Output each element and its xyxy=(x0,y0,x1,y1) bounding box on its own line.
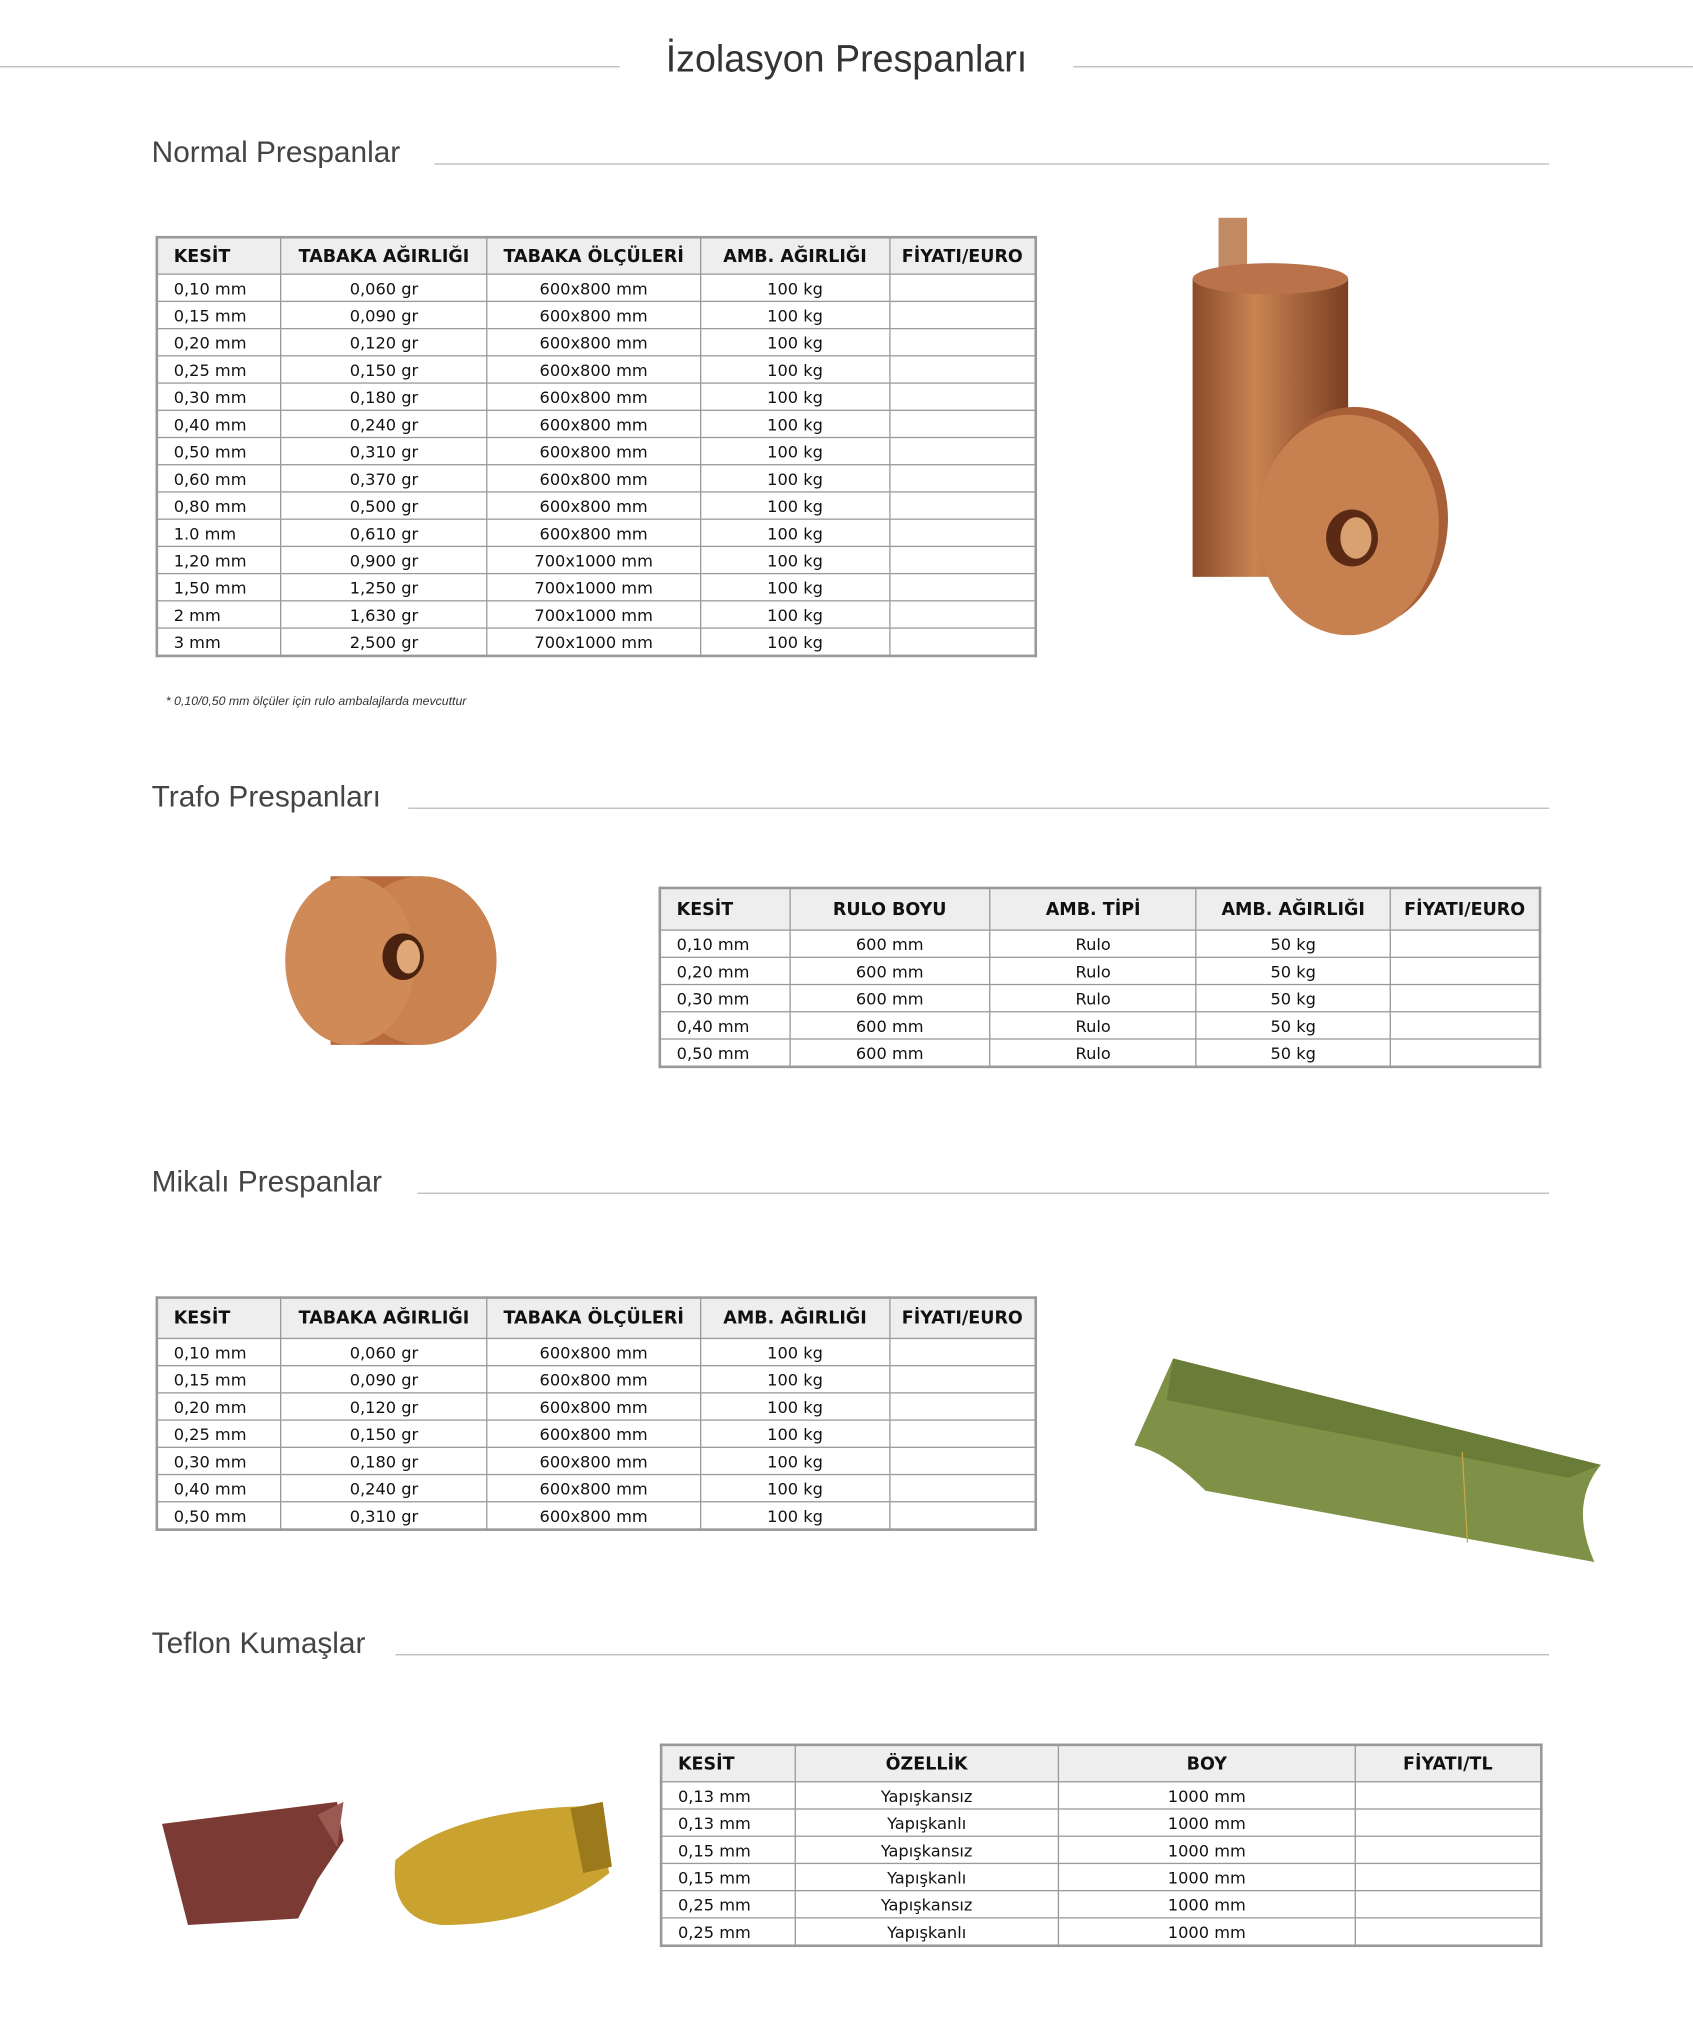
table-cell: 1000 mm xyxy=(1059,1891,1355,1918)
table-cell: 0,15 mm xyxy=(157,301,281,328)
table-row xyxy=(661,1836,1541,1863)
table-cell xyxy=(890,1393,1036,1420)
table-row xyxy=(157,1420,1036,1447)
table-cell: Rulo xyxy=(990,1012,1197,1039)
table-cell: 0,13 mm xyxy=(661,1809,795,1836)
column-header: RULO BOYU xyxy=(790,888,990,930)
column-header: ÖZELLİK xyxy=(795,1745,1059,1782)
column-header: AMB. TİPİ xyxy=(990,888,1197,930)
table-row xyxy=(157,410,1036,437)
table-cell: 100 kg xyxy=(701,410,890,437)
table-cell xyxy=(1355,1782,1541,1809)
table-row xyxy=(157,492,1036,519)
column-header: TABAKA AĞIRLIĞI xyxy=(281,1298,487,1339)
table-cell: 100 kg xyxy=(701,601,890,628)
table-cell: 50 kg xyxy=(1196,1012,1390,1039)
table-row xyxy=(157,1366,1036,1393)
table-cell: 100 kg xyxy=(701,1447,890,1474)
table-cell: 3 mm xyxy=(157,628,281,656)
table-row xyxy=(157,546,1036,573)
table-cell: 50 kg xyxy=(1196,985,1390,1012)
prespan-rolls-image xyxy=(1173,207,1458,648)
column-header: BOY xyxy=(1059,1745,1355,1782)
table-cell: 100 kg xyxy=(701,628,890,656)
trafo-roll-image xyxy=(279,866,506,1054)
table-cell: 0,13 mm xyxy=(661,1782,795,1809)
table-cell: 0,150 gr xyxy=(281,356,487,383)
table-cell: 1,50 mm xyxy=(157,574,281,601)
table-header-row xyxy=(157,237,1036,274)
table-cell: 600x800 mm xyxy=(487,356,701,383)
table-row xyxy=(157,519,1036,546)
table-cell: 600x800 mm xyxy=(487,1475,701,1502)
column-header: KESİT xyxy=(157,237,281,274)
section-rule xyxy=(408,808,1549,809)
table-cell: 600 mm xyxy=(790,1039,990,1067)
column-header: TABAKA ÖLÇÜLERİ xyxy=(487,1298,701,1339)
column-header: FİYATI/EURO xyxy=(1390,888,1540,930)
table-row xyxy=(661,1891,1541,1918)
table-cell xyxy=(1390,957,1540,984)
table-row xyxy=(661,1918,1541,1946)
table-cell: 700x1000 mm xyxy=(487,601,701,628)
table-cell: 0,20 mm xyxy=(660,957,790,984)
table-cell: 0,15 mm xyxy=(157,1366,281,1393)
column-header: AMB. AĞIRLIĞI xyxy=(701,237,890,274)
table-cell: 0,80 mm xyxy=(157,492,281,519)
table-cell: Rulo xyxy=(990,985,1197,1012)
table-cell: 100 kg xyxy=(701,274,890,301)
table-cell xyxy=(890,356,1036,383)
table-cell: 700x1000 mm xyxy=(487,628,701,656)
table-cell: 600 mm xyxy=(790,985,990,1012)
table-cell: 600x800 mm xyxy=(487,410,701,437)
table-cell: 1,630 gr xyxy=(281,601,487,628)
table-cell: 0,370 gr xyxy=(281,465,487,492)
table-row xyxy=(157,438,1036,465)
table-header-row xyxy=(157,1298,1036,1339)
table-cell xyxy=(1355,1836,1541,1863)
table-cell xyxy=(1355,1918,1541,1946)
table-cell: 0,25 mm xyxy=(157,1420,281,1447)
table-cell: 0,060 gr xyxy=(281,274,487,301)
table-cell: 100 kg xyxy=(701,1393,890,1420)
table-cell xyxy=(890,628,1036,656)
table-cell: 0,15 mm xyxy=(661,1863,795,1890)
table-cell: 0,060 gr xyxy=(281,1338,487,1365)
table-cell: 0,10 mm xyxy=(157,274,281,301)
page-title: İzolasyon Prespanları xyxy=(665,38,1028,81)
table-cell: 0,090 gr xyxy=(281,1366,487,1393)
table-cell xyxy=(890,1475,1036,1502)
table-cell: 100 kg xyxy=(701,1338,890,1365)
table-cell: 100 kg xyxy=(701,329,890,356)
table-cell: 0,180 gr xyxy=(281,1447,487,1474)
table-cell: 600x800 mm xyxy=(487,301,701,328)
table-row xyxy=(660,1012,1540,1039)
table-row xyxy=(660,985,1540,1012)
table-cell: 0,120 gr xyxy=(281,1393,487,1420)
table-cell: 100 kg xyxy=(701,574,890,601)
table-cell xyxy=(890,301,1036,328)
table-cell xyxy=(890,601,1036,628)
column-header: KESİT xyxy=(660,888,790,930)
table-row xyxy=(157,383,1036,410)
table-row xyxy=(660,957,1540,984)
table-row xyxy=(157,601,1036,628)
table-cell: 100 kg xyxy=(701,492,890,519)
column-header: TABAKA AĞIRLIĞI xyxy=(281,237,487,274)
table-cell xyxy=(1355,1863,1541,1890)
table-row xyxy=(157,1338,1036,1365)
table-header-row xyxy=(660,888,1540,930)
table-cell: 1000 mm xyxy=(1059,1809,1355,1836)
table-cell: Yapışkanlı xyxy=(795,1809,1059,1836)
table-cell: 100 kg xyxy=(701,546,890,573)
table-cell: 0,10 mm xyxy=(660,930,790,957)
table-cell xyxy=(890,274,1036,301)
table-cell: 1000 mm xyxy=(1059,1863,1355,1890)
table-row xyxy=(157,574,1036,601)
table-cell: 600x800 mm xyxy=(487,1502,701,1530)
table-cell xyxy=(890,546,1036,573)
section-rule xyxy=(434,163,1549,164)
table-row xyxy=(157,329,1036,356)
table-row xyxy=(660,1039,1540,1067)
column-header: AMB. AĞIRLIĞI xyxy=(1196,888,1390,930)
table-cell: 100 kg xyxy=(701,1366,890,1393)
table-cell: 100 kg xyxy=(701,383,890,410)
mikali-prespan-table xyxy=(156,1296,1037,1531)
table-cell: Yapışkansız xyxy=(795,1782,1059,1809)
section-title-trafo: Trafo Prespanları xyxy=(152,779,386,814)
table-cell: 600 mm xyxy=(790,930,990,957)
table-cell: 0,20 mm xyxy=(157,1393,281,1420)
table-cell: 0,500 gr xyxy=(281,492,487,519)
column-header: FİYATI/EURO xyxy=(890,1298,1036,1339)
table-cell: 0,15 mm xyxy=(661,1836,795,1863)
table-cell: 100 kg xyxy=(701,519,890,546)
table-cell xyxy=(1355,1809,1541,1836)
table-cell: 100 kg xyxy=(701,465,890,492)
table-cell: 700x1000 mm xyxy=(487,546,701,573)
table-cell: 0,60 mm xyxy=(157,465,281,492)
table-row xyxy=(157,1393,1036,1420)
table-cell: 100 kg xyxy=(701,301,890,328)
table-cell: 0,25 mm xyxy=(661,1891,795,1918)
table-row xyxy=(661,1809,1541,1836)
table-cell xyxy=(890,1447,1036,1474)
table-cell: Yapışkanlı xyxy=(795,1863,1059,1890)
table-row xyxy=(157,274,1036,301)
table-cell xyxy=(890,329,1036,356)
table-cell: 0,180 gr xyxy=(281,383,487,410)
table-cell xyxy=(890,1502,1036,1530)
table-cell: 0,150 gr xyxy=(281,1420,487,1447)
table-cell: 50 kg xyxy=(1196,957,1390,984)
table-cell xyxy=(1390,1012,1540,1039)
table-cell: 600x800 mm xyxy=(487,1393,701,1420)
teflon-fabric-table xyxy=(660,1744,1543,1948)
column-header: KESİT xyxy=(661,1745,795,1782)
column-header: FİYATI/TL xyxy=(1355,1745,1541,1782)
column-header: AMB. AĞIRLIĞI xyxy=(701,1298,890,1339)
table-cell xyxy=(890,519,1036,546)
table-cell xyxy=(890,410,1036,437)
table-row xyxy=(157,301,1036,328)
table-cell: 600x800 mm xyxy=(487,1338,701,1365)
title-rule-left xyxy=(0,66,620,67)
table-cell: 50 kg xyxy=(1196,930,1390,957)
table-header-row xyxy=(661,1745,1541,1782)
table-row xyxy=(660,930,1540,957)
table-cell: 0,090 gr xyxy=(281,301,487,328)
table-cell: 600 mm xyxy=(790,957,990,984)
table-cell xyxy=(890,383,1036,410)
table-cell: 600 mm xyxy=(790,1012,990,1039)
column-header: FİYATI/EURO xyxy=(890,237,1036,274)
column-header: KESİT xyxy=(157,1298,281,1339)
table-cell: 100 kg xyxy=(701,1475,890,1502)
table-cell: 100 kg xyxy=(701,438,890,465)
section-rule xyxy=(417,1193,1549,1194)
table-cell: 0,40 mm xyxy=(157,410,281,437)
table-cell: 600x800 mm xyxy=(487,1447,701,1474)
table-cell: Yapışkansız xyxy=(795,1891,1059,1918)
table-cell xyxy=(890,1366,1036,1393)
table-cell: 50 kg xyxy=(1196,1039,1390,1067)
table-cell: 0,50 mm xyxy=(157,438,281,465)
table-cell: 1000 mm xyxy=(1059,1836,1355,1863)
table-row xyxy=(157,356,1036,383)
table-cell: 700x1000 mm xyxy=(487,574,701,601)
table-cell: 0,30 mm xyxy=(660,985,790,1012)
table-cell: 100 kg xyxy=(701,1420,890,1447)
table-cell: 1000 mm xyxy=(1059,1918,1355,1946)
table-cell: 0,50 mm xyxy=(157,1502,281,1530)
table-cell: 0,20 mm xyxy=(157,329,281,356)
column-header: TABAKA ÖLÇÜLERİ xyxy=(487,237,701,274)
table-cell: 0,50 mm xyxy=(660,1039,790,1067)
table-cell: 0,610 gr xyxy=(281,519,487,546)
table-cell: 2 mm xyxy=(157,601,281,628)
table-cell: Rulo xyxy=(990,957,1197,984)
table-cell: 600x800 mm xyxy=(487,383,701,410)
table-cell xyxy=(890,1338,1036,1365)
table-cell: 0,310 gr xyxy=(281,1502,487,1530)
table-row xyxy=(157,1447,1036,1474)
table-cell: 0,240 gr xyxy=(281,1475,487,1502)
table-cell: 0,30 mm xyxy=(157,1447,281,1474)
table-cell: Yapışkansız xyxy=(795,1836,1059,1863)
table-cell: 600x800 mm xyxy=(487,1366,701,1393)
table-cell xyxy=(1390,1039,1540,1067)
table-cell: 0,900 gr xyxy=(281,546,487,573)
table-cell: 0,30 mm xyxy=(157,383,281,410)
table-cell: 0,40 mm xyxy=(660,1012,790,1039)
trafo-prespan-table xyxy=(659,887,1542,1068)
teflon-fabric-images xyxy=(156,1795,623,1938)
table-cell: 1000 mm xyxy=(1059,1782,1355,1809)
section-title-normal: Normal Prespanlar xyxy=(152,135,406,170)
table-cell: 1,250 gr xyxy=(281,574,487,601)
table-cell xyxy=(1355,1891,1541,1918)
section-title-mikali: Mikalı Prespanlar xyxy=(152,1164,388,1199)
table-cell xyxy=(890,438,1036,465)
table-cell xyxy=(890,492,1036,519)
table-row xyxy=(661,1863,1541,1890)
table-cell: 600x800 mm xyxy=(487,1420,701,1447)
table-cell: 100 kg xyxy=(701,1502,890,1530)
table-cell: 0,310 gr xyxy=(281,438,487,465)
table-cell: 0,40 mm xyxy=(157,1475,281,1502)
table-row xyxy=(157,628,1036,656)
table-cell: 0,25 mm xyxy=(661,1918,795,1946)
table-cell xyxy=(1390,985,1540,1012)
normal-prespan-table xyxy=(156,236,1037,657)
table-cell: 600x800 mm xyxy=(487,492,701,519)
table-cell: 1.0 mm xyxy=(157,519,281,546)
table-cell: 100 kg xyxy=(701,356,890,383)
mica-sheet-image xyxy=(1128,1348,1614,1568)
table-cell: 1,20 mm xyxy=(157,546,281,573)
table-cell: 600x800 mm xyxy=(487,465,701,492)
table-cell: 0,240 gr xyxy=(281,410,487,437)
table-cell: 2,500 gr xyxy=(281,628,487,656)
table-cell xyxy=(1390,930,1540,957)
table-cell: Yapışkanlı xyxy=(795,1918,1059,1946)
table-cell: 0,10 mm xyxy=(157,1338,281,1365)
table-cell: Rulo xyxy=(990,930,1197,957)
table-row xyxy=(661,1782,1541,1809)
table-cell: 600x800 mm xyxy=(487,438,701,465)
table-cell xyxy=(890,465,1036,492)
table-row xyxy=(157,1502,1036,1530)
table-row xyxy=(157,465,1036,492)
section-title-teflon: Teflon Kumaşlar xyxy=(152,1626,371,1661)
table-cell xyxy=(890,1420,1036,1447)
table-row xyxy=(157,1475,1036,1502)
table-cell xyxy=(890,574,1036,601)
section-rule xyxy=(395,1654,1549,1655)
table-cell: 600x800 mm xyxy=(487,329,701,356)
footnote: * 0,10/0,50 mm ölçüler için rulo ambalajlarda mevcuttur xyxy=(165,694,467,710)
table-cell: Rulo xyxy=(990,1039,1197,1067)
table-cell: 600x800 mm xyxy=(487,519,701,546)
title-rule-right xyxy=(1073,66,1693,67)
table-cell: 0,120 gr xyxy=(281,329,487,356)
table-cell: 0,25 mm xyxy=(157,356,281,383)
table-cell: 600x800 mm xyxy=(487,274,701,301)
